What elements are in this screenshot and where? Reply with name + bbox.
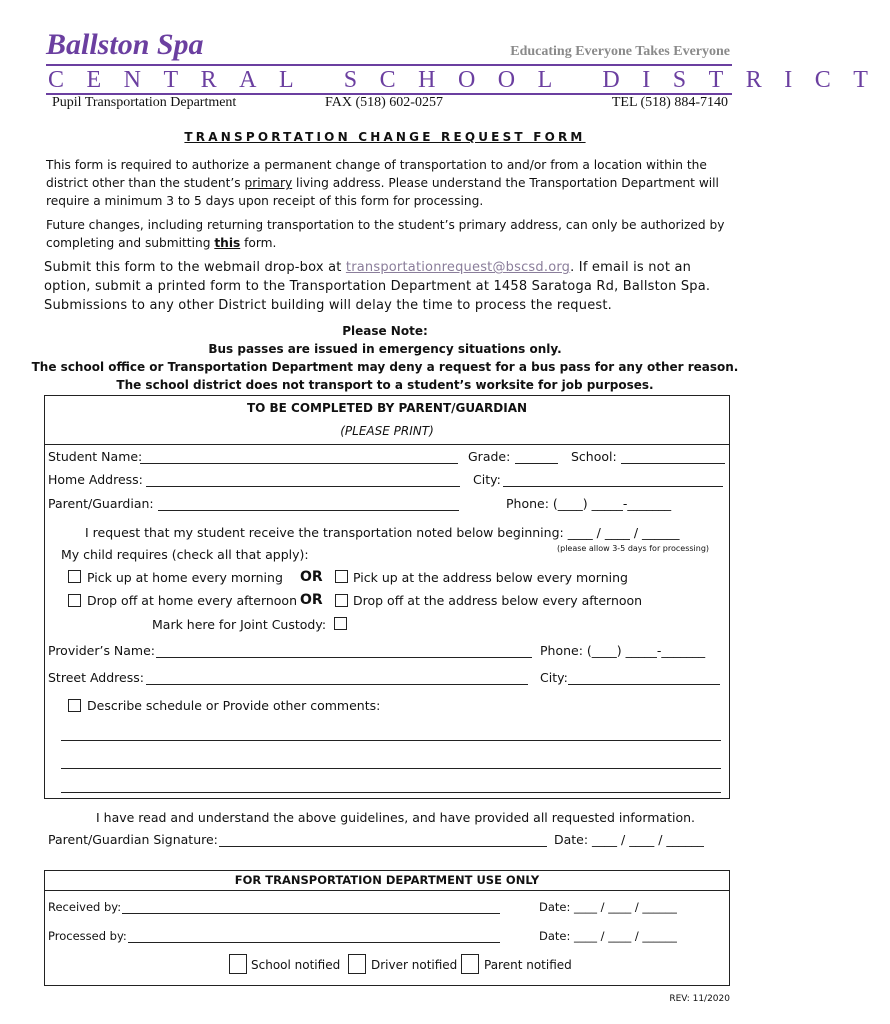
city-field[interactable] [503,486,723,487]
email-link[interactable]: transportationrequest@bscsd.org [345,260,571,275]
pickup-address-checkbox[interactable] [335,570,348,583]
school-label: School: [571,449,617,464]
parent-section-subtitle: (PLEASE PRINT) [340,424,434,438]
home-address-label: Home Address: [48,472,143,487]
requires-label: My child requires (check all that apply): [61,547,309,562]
street-address-field[interactable] [146,684,528,685]
driver-notified-checkbox[interactable] [348,954,366,974]
note-line-2: The school office or Transportation Department may deny a request for a bus pass for any other reason. [31,360,739,374]
please-note-block [0,322,770,394]
pickup-home-checkbox[interactable] [68,570,81,583]
parent-notified-label: Parent notified [484,958,572,972]
received-date-field[interactable]: Date: ____ / ____ / ______ [539,900,677,914]
parent-guardian-field[interactable] [158,510,459,511]
describe-label: Describe schedule or Provide other comments: [87,698,381,713]
form-title: TRANSPORTATION CHANGE REQUEST FORM [184,130,586,144]
provider-city-label: City: [540,670,568,685]
note-heading: Please Note: [342,324,428,338]
provider-name-label: Provider’s Name: [48,643,156,658]
certify-statement: I have read and understand the above guidelines, and have provided all requested information. [96,810,695,825]
note-line-1: Bus passes are issued in emergency situations only. [208,342,562,356]
provider-phone-field[interactable]: Phone: (____) _____-_______ [540,643,706,658]
or-label-1: OR [300,569,323,585]
comments-line-3[interactable] [61,792,721,793]
student-name-label: Student Name: [48,449,143,464]
revision-label: REV: 11/2020 [669,994,730,1004]
pickup-home-label: Pick up at home every morning [87,570,283,585]
office-section-title: FOR TRANSPORTATION DEPARTMENT USE ONLY [234,873,540,887]
dropoff-home-label: Drop off at home every afternoon [87,593,298,608]
signature-field[interactable] [219,846,547,847]
joint-custody-checkbox[interactable] [334,617,347,630]
home-address-field[interactable] [146,486,460,487]
street-address-label: Street Address: [48,670,144,685]
pickup-address-label: Pick up at the address below every morning [353,570,628,585]
or-label-2: OR [300,592,323,608]
comments-line-1[interactable] [61,740,721,741]
dropoff-address-checkbox[interactable] [335,594,348,607]
comments-line-2[interactable] [61,768,721,769]
parent-phone-field[interactable]: Phone: (____) _____-_______ [506,496,672,511]
school-notified-label: School notified [251,958,341,972]
tel-number: TEL (518) 884-7140 [611,95,728,110]
provider-name-field[interactable] [156,657,532,658]
brand-name: Ballston Spa [46,28,204,61]
provider-city-field[interactable] [568,684,720,685]
parent-section-divider [44,444,730,445]
driver-notified-label: Driver notified [371,958,458,972]
note-line-3: The school district does not transport to a student’s worksite for job purposes. [116,378,654,392]
parent-section-title: TO BE COMPLETED BY PARENT/GUARDIAN [246,401,528,415]
district-name: CENTRAL SCHOOL DISTRICT [48,67,890,93]
processed-by-label: Processed by: [48,929,127,943]
processed-by-field[interactable] [128,942,500,943]
city-label: City: [473,472,501,487]
intro-paragraph-1: This form is required to authorize a permanent change of transportation to and/or from a location within the district other than the student’s primary living address. Please understand the Transportation Department will require a minimum 3 to 5 days upon receipt of this form for processing. [46,158,719,208]
header-rule-top [46,64,732,66]
department-name: Pupil Transportation Department [52,95,237,110]
grade-field[interactable] [515,463,558,464]
grade-label: Grade: [468,449,511,464]
joint-custody-label: Mark here for Joint Custody: [152,617,327,632]
dropoff-address-label: Drop off at the address below every afternoon [353,593,643,608]
student-name-field[interactable] [140,463,458,464]
describe-checkbox[interactable] [68,699,81,712]
received-by-field[interactable] [122,913,500,914]
office-section-divider [44,890,730,891]
processed-date-field[interactable]: Date: ____ / ____ / ______ [539,929,677,943]
signature-date-field[interactable]: Date: ____ / ____ / ______ [554,832,704,847]
intro-paragraph-2: Future changes, including returning transportation to the student’s primary address, can only be authorized by completing and submitting this form. [46,218,725,250]
signature-label: Parent/Guardian Signature: [48,832,218,847]
request-start-date[interactable]: I request that my student receive the transportation noted below beginning: ____ / ____ / ______ [85,525,680,540]
dropoff-home-checkbox[interactable] [68,594,81,607]
parent-notified-checkbox[interactable] [461,954,479,974]
tagline: Educating Everyone Takes Everyone [510,44,730,59]
school-notified-checkbox[interactable] [229,954,247,974]
school-field[interactable] [621,463,725,464]
fax-number: FAX (518) 602-0257 [325,95,443,110]
parent-guardian-label: Parent/Guardian: [48,496,154,511]
intro-paragraph-3: Submit this form to the webmail drop-box at transportationrequest@bscsd.org. If email is not an option, submit a printed form to the Transportation Department at 1458 Saratoga Rd, Ballston Spa. Submissions to any other District building will delay the time to process the request. [44,260,711,313]
received-by-label: Received by: [48,900,122,914]
processing-note: (please allow 3-5 days for processing) [557,544,710,553]
